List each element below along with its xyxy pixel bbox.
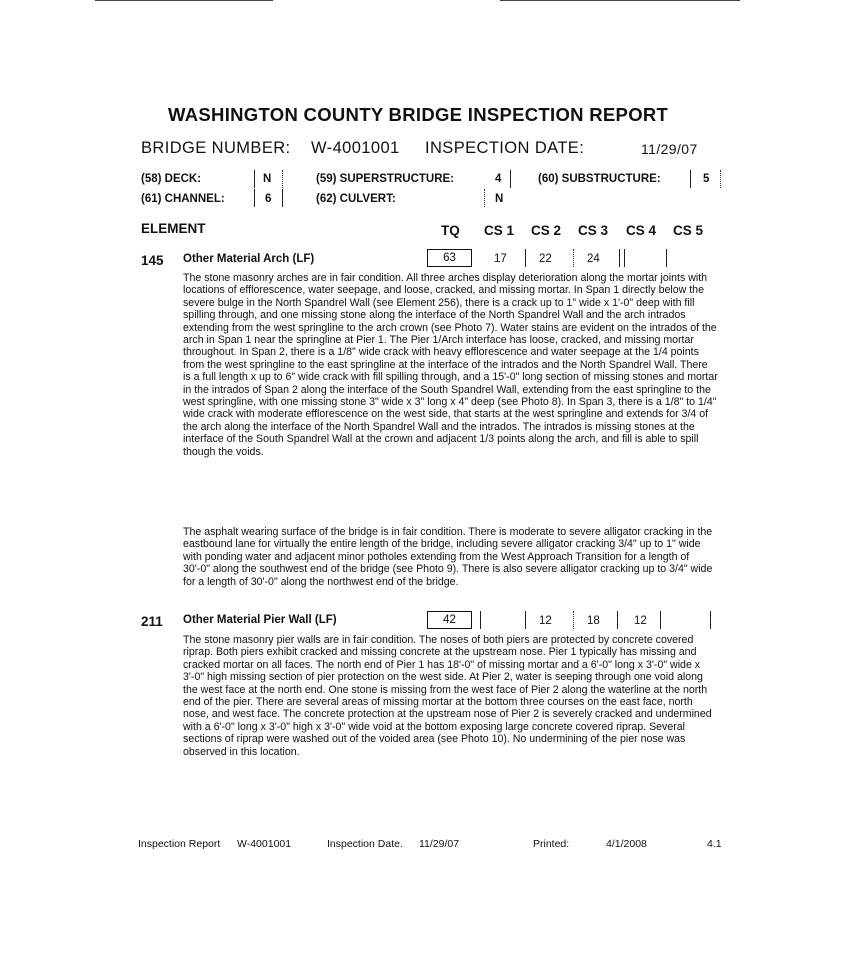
- cs4-value: 12: [634, 615, 647, 627]
- cs1-value: 17: [494, 253, 507, 265]
- scan-line: [500, 0, 740, 1]
- divider: [617, 611, 618, 629]
- divider: [690, 170, 691, 188]
- divider: [525, 249, 526, 267]
- bridge-number-label: BRIDGE NUMBER:: [141, 139, 291, 157]
- substructure-value: 5: [703, 173, 710, 185]
- divider: [282, 189, 283, 207]
- divider: [282, 170, 283, 188]
- footer-report-label: Inspection Report: [138, 838, 221, 850]
- inspection-date: 11/29/07: [641, 141, 698, 157]
- tq-value: 42: [443, 614, 456, 626]
- report-title: WASHINGTON COUNTY BRIDGE INSPECTION REPORT: [168, 104, 669, 125]
- divider: [660, 611, 661, 629]
- element-description: The stone masonry pier walls are in fair condition. The noses of both piers are protected by concrete covered riprap. Both piers exhibit cracked and missing concrete at the upstream nose. Pier 1 typically has missing and cracked mortar on all faces. The north end of Pier 1 has 18'-0" of missing mortar and a 6'-0" long x 3'-0" wide x 3'-0" high missing section of pier protection on the west side. At Pier 2, water is seeping through one void along the west face at the north end. One stone is missing from the west face of Pier 2 along the waterline at the north end of the pier. There are several areas of missing mortar at the bottom three courses on the east face, north nose, and west face. The concrete protection at the upstream nose of Pier 2 is severely cracked and undermined with a 6'-0" long x 3'-0" high x 3'-0" wide void at the bottom exposing large concrete covered riprap. Several sections of riprap were washed out of the voided area (see Photo 10). No undermining of the pier nose was observed in this location.: [183, 634, 712, 758]
- culvert-value: N: [495, 193, 504, 205]
- footer-date-value: 11/29/07: [419, 838, 460, 850]
- tq-column-header: TQ: [441, 223, 460, 238]
- element-number: 145: [141, 253, 164, 268]
- element-name: Other Material Arch (LF): [183, 253, 315, 265]
- cs3-value: 24: [587, 253, 600, 265]
- cs4-column-header: CS 4: [626, 223, 657, 238]
- divider: [510, 170, 511, 188]
- footer-report-number: W-4001001: [237, 838, 292, 850]
- element-name: Other Material Pier Wall (LF): [183, 614, 337, 626]
- deck-value: N: [263, 173, 272, 185]
- channel-label: (61) CHANNEL:: [141, 193, 225, 205]
- divider: [480, 611, 481, 629]
- cs1-column-header: CS 1: [484, 223, 515, 238]
- cs2-value: 12: [539, 615, 552, 627]
- footer-page-number: 4.1: [707, 838, 722, 850]
- bridge-number: W-4001001: [311, 139, 400, 157]
- element-column-header: ELEMENT: [141, 221, 206, 236]
- culvert-label: (62) CULVERT:: [316, 193, 396, 205]
- scan-line: [95, 0, 273, 1]
- footer-printed-value: 4/1/2008: [606, 838, 647, 850]
- superstructure-label: (59) SUPERSTRUCTURE:: [316, 173, 455, 185]
- divider: [254, 189, 255, 207]
- divider: [484, 189, 485, 207]
- cs3-column-header: CS 3: [578, 223, 609, 238]
- element-description: The stone masonry arches are in fair condition. All three arches display deterioration along the mortar joints with locations of efflorescence, water seepage, and loose, cracked, and missing mortar. In Span 1 directly below the severe bulge in the North Spandrel Wall (see Element 256), there is a crack up to 1" wide x 1'-0" deep with fill spilling through, and one missing stone along the interface of the North Spandrel Wall and the arch intrados extending from the west springline to the arch crown (see Photo 7). Water stains are evident on the intrados of the arch in Span 1 near the springline at Pier 1. The Pier 1/Arch interface has loose, cracked, and missing mortar throughout. In Span 2, there is a 1/8" wide crack with heavy efflorescence and water seepage at the 1/4 points from the west springline to the east springline at the interface of the intrados and the North Spandrel Wall. There is a full length x up to 6" wide crack with fill spilling through, and a 15'-0" long section of missing stones and mortar in the intrados of Span 2 along the interface of the South Spandrel Wall, extending from the east springline to the west springline, with one missing stone 3" wide x 3" long x 4" deep (see Photo 8). In Span 3, there is a 1/8" to 1/4" wide crack with moderate efflorescence on the west side, that starts at the west springline and extends for 3/4 of the arch along the interface of the North Spandrel Wall and the intrados. The intrados is missing stones at the interface of the South Spandrel Wall at the crown and adjacent 1/3 points along the arch, and fill is able to spill though the voids.: [183, 272, 718, 458]
- substructure-label: (60) SUBSTRUCTURE:: [538, 173, 661, 185]
- divider: [573, 611, 574, 629]
- divider: [619, 249, 620, 267]
- cs2-column-header: CS 2: [531, 223, 562, 238]
- divider: [720, 170, 721, 188]
- channel-value: 6: [265, 193, 272, 205]
- divider: [710, 611, 711, 629]
- divider: [666, 249, 667, 267]
- tq-value: 63: [443, 252, 456, 264]
- divider: [573, 249, 574, 267]
- inspection-date-label: INSPECTION DATE:: [425, 139, 585, 157]
- superstructure-value: 4: [495, 173, 502, 185]
- element-description: The asphalt wearing surface of the bridge is in fair condition. There is moderate to severe alligator cracking in the eastbound lane for virtually the entire length of the bridge, including severe alligator cracking 3/4" up to 1" wide with ponding water and adjacent minor potholes extending from the West Approach Transition for a length of 30'-0" along the southwest end of the bridge (see Photo 9). There is also severe alligator cracking up to 3/4" wide for a length of 30'-0" along the northwest end of the bridge.: [183, 526, 713, 588]
- divider: [624, 249, 625, 267]
- footer-printed-label: Printed:: [533, 838, 570, 850]
- cs2-value: 22: [539, 253, 552, 265]
- element-number: 211: [141, 614, 163, 629]
- cs5-column-header: CS 5: [673, 223, 704, 238]
- divider: [525, 611, 526, 629]
- deck-label: (58) DECK:: [141, 173, 202, 185]
- cs3-value: 18: [587, 615, 600, 627]
- footer-date-label: Inspection Date.: [327, 838, 403, 850]
- divider: [254, 170, 255, 188]
